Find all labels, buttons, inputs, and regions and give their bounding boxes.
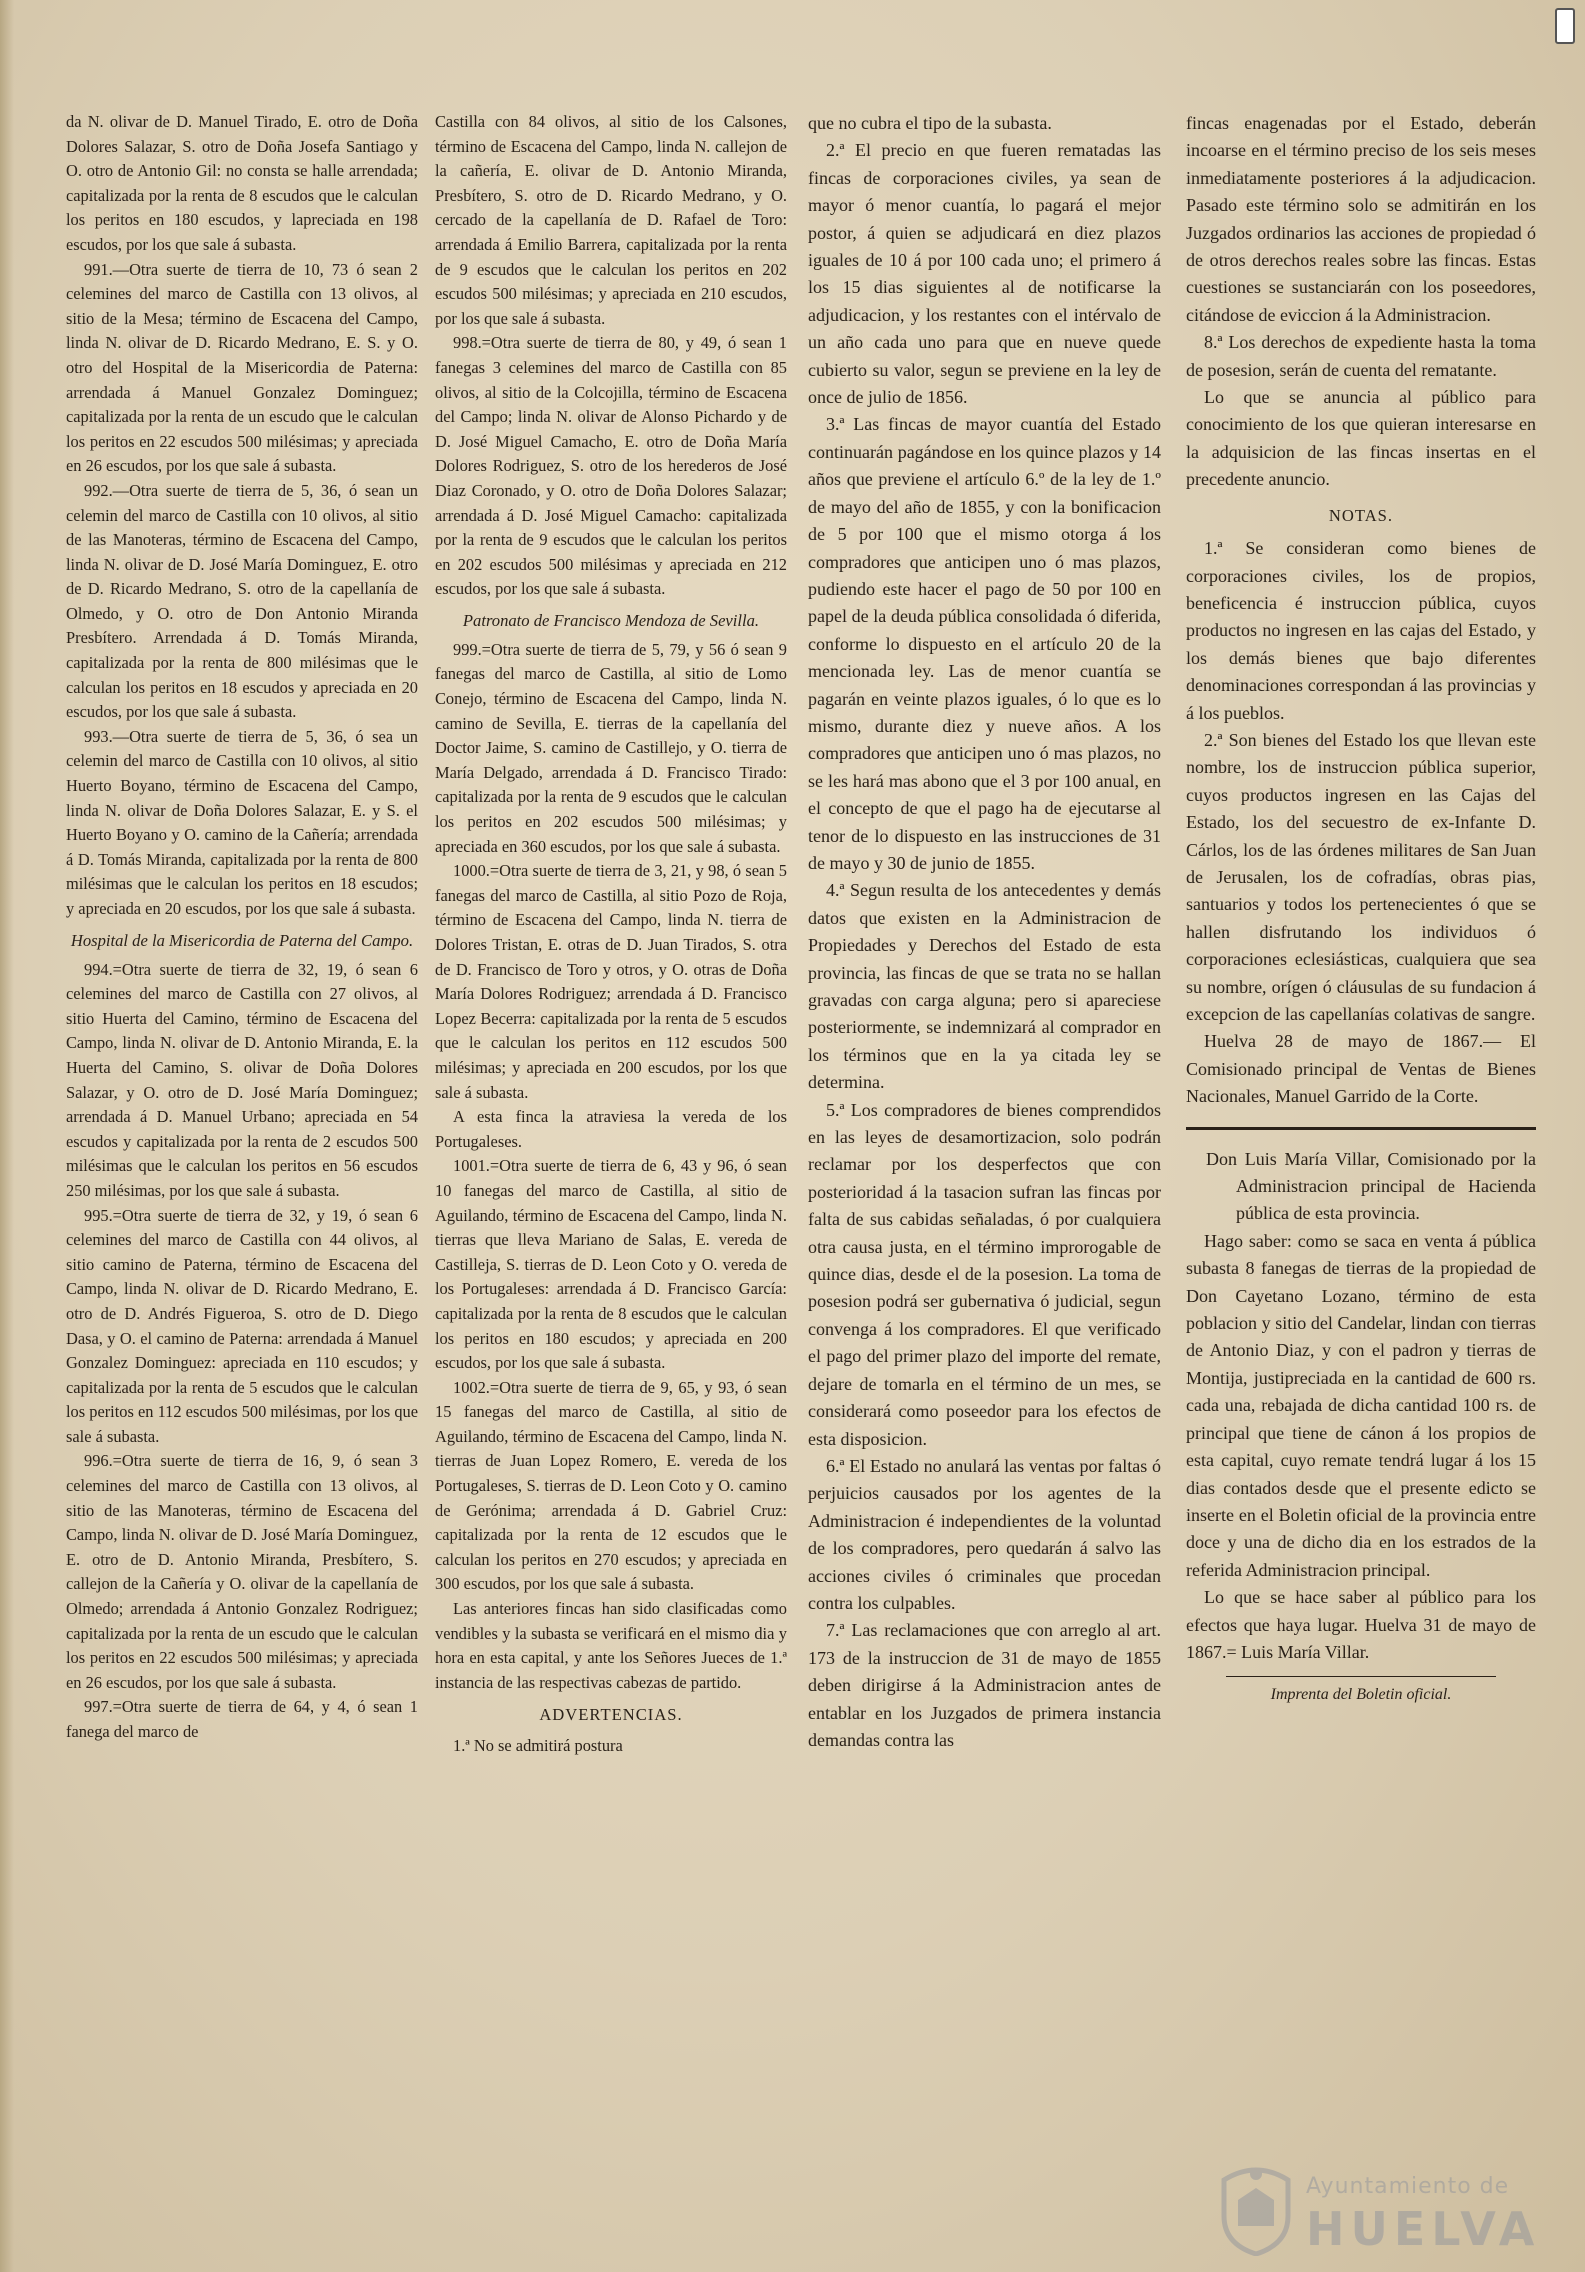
- ayuntamiento-watermark: [1196, 2152, 1556, 2262]
- column-3: [808, 110, 1161, 1754]
- advertencias-heading: ADVERTENCIAS.: [539, 1705, 683, 1725]
- paragraph: A esta finca la atraviesa la vereda de los Portugaleses.: [435, 1107, 787, 1151]
- paragraph: 3.ª Las fincas de mayor cuantía del Estado continuarán pagándose en los quince plazos y 14 años que previene el artículo 6.º de la ley de 1.º de mayo del año de 1855, y con la bonificacion de 5 por 100 que el mismo otorga á los compradores que anticipen uno ó mas plazos, pudiendo este hacer el pago de 50 por 100 en papel de la deuda pública consolidada ó diferida, conforme lo dispuesto en el artículo 20 de la mencionada ley. Las de menor cuantía se pagarán en veinte plazos iguales, ó lo que es lo mismo, durante diez y nueve años. A los compradores que anticipen uno ó mas plazos, no se les hará mas abono que el 3 por 100 anual, en el concepto de que el pago ha de ejecutarse al tenor de lo dispuesto en las instrucciones de 31 de mayo y 30 de junio de 1855.: [808, 414, 1161, 873]
- section-heading: Hospital de la Misericordia de Paterna del Campo.: [70, 930, 414, 950]
- paragraph: fincas enagenadas por el Estado, deberán incoarse en el término preciso de los seis meses inmediatamente posteriores á la adjudicacion. Pasado este término solo se admitirán en los Juzgados ordinarios las acciones de propiedad ó de otros derechos reales sobre las fincas. Estas cuestiones se sustanciarán con los poseedores, citándose de eviccion á la Administracion.: [1186, 113, 1536, 325]
- section-heading: Patronato de Francisco Mendoza de Sevilla.: [462, 610, 760, 630]
- column-2: [435, 110, 787, 1759]
- paragraph: 1002.=Otra suerte de tierra de 9, 65, y 93, ó sean 15 fanegas del marco de Castilla, al sitio de Aguilando, término de Escacena del Campo, linda N. tierras de Juan Lopez Romero, E. vereda de los Portugaleses, S. tierras de D. Leon Coto y O. camino de Gerónima; arrendada á D. Gabriel Cruz: capitalizada por la renta de 12 escudos que le calculan los peritos en 270 escudos; y apreciada en 300 escudos, por los que sale á subasta.: [435, 1377, 787, 1594]
- divider: [1226, 1676, 1496, 1677]
- paragraph: 997.=Otra suerte de tierra de 64, y 4, ó sean 1 fanega del marco de: [66, 1697, 418, 1741]
- signature: Huelva 28 de mayo de 1867.— El Comisionado principal de Ventas de Bienes Nacionales, Manuel Garrido de la Corte.: [1186, 1031, 1536, 1107]
- paragraph: 992.—Otra suerte de tierra de 5, 36, ó sean un celemin del marco de Castilla con 10 olivos, al sitio de las Manoteras, término de Escacena del Campo, linda N. olivar de D. José María Dominguez, E. otro de D. Ricardo Medrano, S. otro de la capellanía de Olmedo, y O. otro de Don Antonio Miranda Presbítero. Arrendada á D. Tomás Miranda, capitalizada por la renta de 800 milésimas que le calculan los peritos en 18 escudos y apreciada en 20 escudos, por los que sale á subasta.: [66, 480, 418, 722]
- paragraph: 8.ª Los derechos de expediente hasta la toma de posesion, serán de cuenta del rematante.: [1186, 332, 1536, 380]
- paragraph: 994.=Otra suerte de tierra de 32, 19, ó sean 6 celemines del marco de Castilla con 27 olivos, al sitio Huerta del Camino, término de Escacena del Campo, linda N. olivar de D. Antonio Miranda, E. la Huerta del Camino, S. olivar de Doña Dolores Salazar, y O. otro de D. José María Dominguez; arrendada á D. Manuel Urbano; apreciada en 54 escudos y capitalizada por la renta de 2 escudos 500 milésimas que le calculan los peritos en 56 escudos 250 milésimas, por los que sale á subasta.: [66, 959, 418, 1200]
- paragraph: 1.ª No se admitirá postura: [453, 1736, 623, 1755]
- paragraph: 5.ª Los compradores de bienes comprendidos en las leyes de desamortizacion, solo podrán reclamar por los desperfectos que con posterioridad á la tasacion sufran las fincas por falta de sus cabidas señaladas, ó por cualquiera otra causa justa, en el término improrogable de quince dias, desde el de la posesion. La toma de posesion podrá ser gubernativa ó judicial, segun convenga á los compradores. El que verificado el pago del primer plazo del importe del remate, dejare de tomarla en el término de un mes, se considerará como poseedor para los efectos de esta disposicion.: [808, 1099, 1161, 1449]
- paragraph: 998.=Otra suerte de tierra de 80, y 49, ó sean 1 fanegas 3 celemines del marco de Castilla con 85 olivos, al sitio de la Colcojilla, término de Escacena del Campo; linda N. olivar de Alonso Pichardo y de D. José Miguel Camacho, E. otro de Doña María Dolores Rodriguez, S. otro de los herederos de José Diaz Coronado, y O. otro de Doña Dolores Salazar; arrendada á D. José Miguel Camacho: capitalizada por la renta de 9 escudos que le calculan los peritos en 202 escudos 500 milésimas y apreciada en 212 escudos, por los que sale á subasta.: [435, 333, 787, 599]
- watermark-line1: Ayuntamiento de: [1306, 2174, 1510, 2199]
- paragraph: Hago saber: como se saca en venta á pública subasta 8 fanegas de tierras de la propiedad de Don Cayetano Lozano, término de esta poblacion y sitio del Candelar, lindan con tierras de Antonio Diaz, y con el padron y tierras de Montija, justipreciada en la cantidad de 600 rs. cada una, rebajada de dicha cantidad 100 rs. de principal que tiene de cánon á los propios de esta capital, cuyo remate tendrá lugar á los 15 dias contados desde que el presente edicto se inserte en el Boletin oficial de la provincia entre doce y una de dicho dia en los estrados de la referida Administracion principal.: [1186, 1230, 1536, 1580]
- paragraph: 999.=Otra suerte de tierra de 5, 79, y 56 ó sean 9 fanegas del marco de Castilla, al sitio de Lomo Conejo, término de Escacena del Campo, linda N. camino de Sevilla, E. tierras de la capellanía del Doctor Jaime, S. camino de Castillejo, y O. tierra de María Delgado, arrendada á D. Francisco Tirado: capitalizada por la renta de 9 escudos que le calculan los peritos en 202 escudos 500 milésimas; y apreciada en 360 escudos, por los que sale á subasta.: [435, 639, 787, 856]
- paragraph: 993.—Otra suerte de tierra de 5, 36, ó sea un celemin del marco de Castilla con 10 olivos, al sitio Huerto Boyano, término de Escacena del Campo, linda N. olivar de Doña Dolores Salazar, E. y S. el Huerto Boyano y O. camino de la Cañería; arrendada á D. Tomás Miranda, capitalizada por la renta de 800 milésimas que le calculan los peritos en 18 escudos; y apreciada en 20 escudos, por los que sale á subasta.: [66, 726, 418, 918]
- paragraph: 995.=Otra suerte de tierra de 32, y 19, ó sean 6 celemines del marco de Castilla con 44 olivos, al sitio camino de Paterna, término de Escacena del Campo, linda N. olivar de D. Ricardo Medrano, E. otro de D. Andrés Figueroa, S. otro de D. Diego Dasa, y O. el camino de Paterna: arrendada á Manuel Gonzalez Dominguez: apreciada en 110 escudos; y capitalizada por la renta de 5 escudos que le calculan los peritos en 112 escudos 500 milésimas, por los que sale á subasta.: [66, 1205, 418, 1446]
- paragraph: 6.ª El Estado no anulará las ventas por faltas ó perjuicios causados por los agentes de la Administracion é independientes de la voluntad de los compradores, pero quedarán á salvo las acciones civiles ó criminales que procedan contra los culpables.: [808, 1455, 1161, 1613]
- paragraph: 1000.=Otra suerte de tierra de 3, 21, y 98, ó sean 5 fanegas del marco de Castilla, al sitio Pozo de Roja, término de Escacena del Campo, linda N. tierra de Dolores Tristan, E. otras de D. Juan Tirados, S. otra de D. Francisco de Toro y otros, y O. otras de Doña María Dolores Rodriguez; arrendada á D. Francisco Lopez Becerra: capitalizada por la renta de 5 escudos que le calculan los peritos en 112 escudos 500 milésimas; y apreciada en 200 escudos, por los que sale á subasta.: [435, 861, 787, 1102]
- coat-of-arms-icon: [1216, 2160, 1296, 2256]
- paragraph: 991.—Otra suerte de tierra de 10, 73 ó sean 2 celemines del marco de Castilla con 13 olivos, al sitio de la Mesa; término de Escacena del Campo, linda N. olivar de D. Ricardo Medrano, E. S. y O. otro del Hospital de la Misericordia de Paterna: arrendada á Manuel Gonzalez Dominguez; capitalizada por la renta de un escudo que le calculan los peritos en 22 escudos 500 milésimas; y apreciada en 26 escudos, por los que sale á subasta.: [66, 259, 418, 476]
- paragraph: da N. olivar de D. Manuel Tirado, E. otro de Doña Dolores Salazar, S. otro de Doña Josefa Santiago y O. otro de Antonio Gil: no consta se halle arrendada; capitalizada por la renta de 8 escudos que le calculan los peritos en 180 escudos, y lapreciada en 198 escudos, por los que sale á subasta.: [66, 112, 418, 254]
- paragraph: 996.=Otra suerte de tierra de 16, 9, ó sean 3 celemines del marco de Castilla con 13 olivos, al sitio de las Manoteras, término de Escacena del Campo, linda N. olivar de D. José María Dominguez, E. otro de D. Antonio Miranda, Presbítero, S. callejon de la Cañería y O. olivar de la capellanía de Olmedo; arrendada á Antonio Gonzalez Rodriguez; capitalizada por la renta de un escudo que le calculan los peritos en 22 escudos 500 milésimas; y apreciada en 26 escudos, por los que sale á subasta.: [66, 1451, 418, 1692]
- paragraph: 2.ª Son bienes del Estado los que llevan este nombre, los de instruccion pública superior, cuyos productos ingresen en las Cajas del Estado, los del secuestro de ex-Infante D. Cárlos, los de las órdenes militares de San Juan de Jerusalen, los de cofradías, obras pias, santuarios y todos los pertenecientes ó que se hallen disfrutando los individuos ó corporaciones eclesiásticas, cualquiera que sea su nombre, orígen ó cláusulas de su fundacion á excepcion de las capellanías colativas de sangre.: [1186, 729, 1536, 1024]
- column-1: [66, 110, 418, 1745]
- paragraph: Lo que se anuncia al público para conocimiento de los que quieran interesarse en la adquisicion de las fincas insertas en el precedente anuncio.: [1186, 387, 1536, 490]
- paragraph: 7.ª Las reclamaciones que con arreglo al art. 173 de la instruccion de 31 de mayo de 1855 deben dirigirse á la Administracion antes de entablar en los Juzgados de primera instancia demandas contra las: [808, 1620, 1161, 1750]
- notice-header: Don Luis María Villar, Comisionado por la Administracion principal de Hacienda pública de esta provincia.: [1206, 1148, 1536, 1224]
- paragraph: 1001.=Otra suerte de tierra de 6, 43 y 96, ó sean 10 fanegas del marco de Castilla, al sitio de Aguilando, término de Escacena del Campo, linda N. tierras que lleva Mariano de Salas, E. vereda de Castilleja, S. tierras de D. Leon Coto y O. vereda de los Portugaleses: arrendada á D. Francisco García: capitalizada por la renta de 8 escudos que le calculan los peritos en 180 escudos; y apreciada en 200 escudos, por los que sale á subasta.: [435, 1156, 787, 1373]
- printer-credit: Imprenta del Boletin oficial.: [1270, 1686, 1452, 1704]
- paragraph: 1.ª Se consideran como bienes de corporaciones civiles, los de propios, beneficencia é instruccion pública, cuyos productos no ingresen en las cajas del Estado, y los demás bienes que bajo diferentes denominaciones correspondan á las provincias y á los pueblos.: [1186, 538, 1536, 723]
- paragraph: Las anteriores fincas han sido clasificadas como vendibles y la subasta se verificará en el mismo dia y hora en esta capital, y ante los Señores Jueces de 1.ª instancia de las respectivas cabezas de partido.: [435, 1599, 787, 1692]
- column-4: [1186, 110, 1536, 1709]
- paper-clip-icon: [1555, 8, 1575, 44]
- paragraph: Lo que se hace saber al público para los efectos que haya lugar. Huelva 31 de mayo de 1867.= Luis María Villar.: [1186, 1587, 1536, 1662]
- divider: [1186, 1127, 1536, 1130]
- paragraph: Castilla con 84 olivos, al sitio de los Calsones, término de Escacena del Campo, linda N. callejon de la cañería, E. olivar de D. Antonio Miranda, Presbítero, S. otro de D. Ricardo Medrano, y O. cercado de la capellanía de D. Rafael de Toro: arrendada á Emilio Barrera, capitalizada por la renta de 9 escudos que le calculan los peritos en 202 escudos 500 milésimas; y apreciada en 210 escudos, por los que sale á subasta.: [435, 112, 787, 328]
- notas-heading: NOTAS.: [1328, 505, 1394, 525]
- paragraph: 4.ª Segun resulta de los antecedentes y demás datos que existen en la Administracion de Propiedades y Derechos del Estado de esta provincia, las fincas de que se trata no se hallan gravadas con carga alguna; pero si apareciese posteriormente, se indemnizará al comprador en los términos que en la ya citada ley se determina.: [808, 880, 1161, 1093]
- page-edge-shadow: [0, 0, 14, 2272]
- watermark-line2: HUELVA: [1306, 2202, 1541, 2256]
- paragraph: que no cubra el tipo de la subasta.: [808, 113, 1052, 133]
- paragraph: 2.ª El precio en que fueren rematadas las fincas de corporaciones civiles, ya sean de mayor ó menor cuantía, lo pagará el mejor postor, á quien se adjudicará en diez plazos iguales de 10 á por 100 cada uno; el primero á los 15 dias siguientes al de notificarse la adjudicacion, y los restantes con el intérvalo de un año cada uno para que en nueve quede cubierto su valor, segun se previene en la ley de once de julio de 1856.: [808, 140, 1161, 408]
